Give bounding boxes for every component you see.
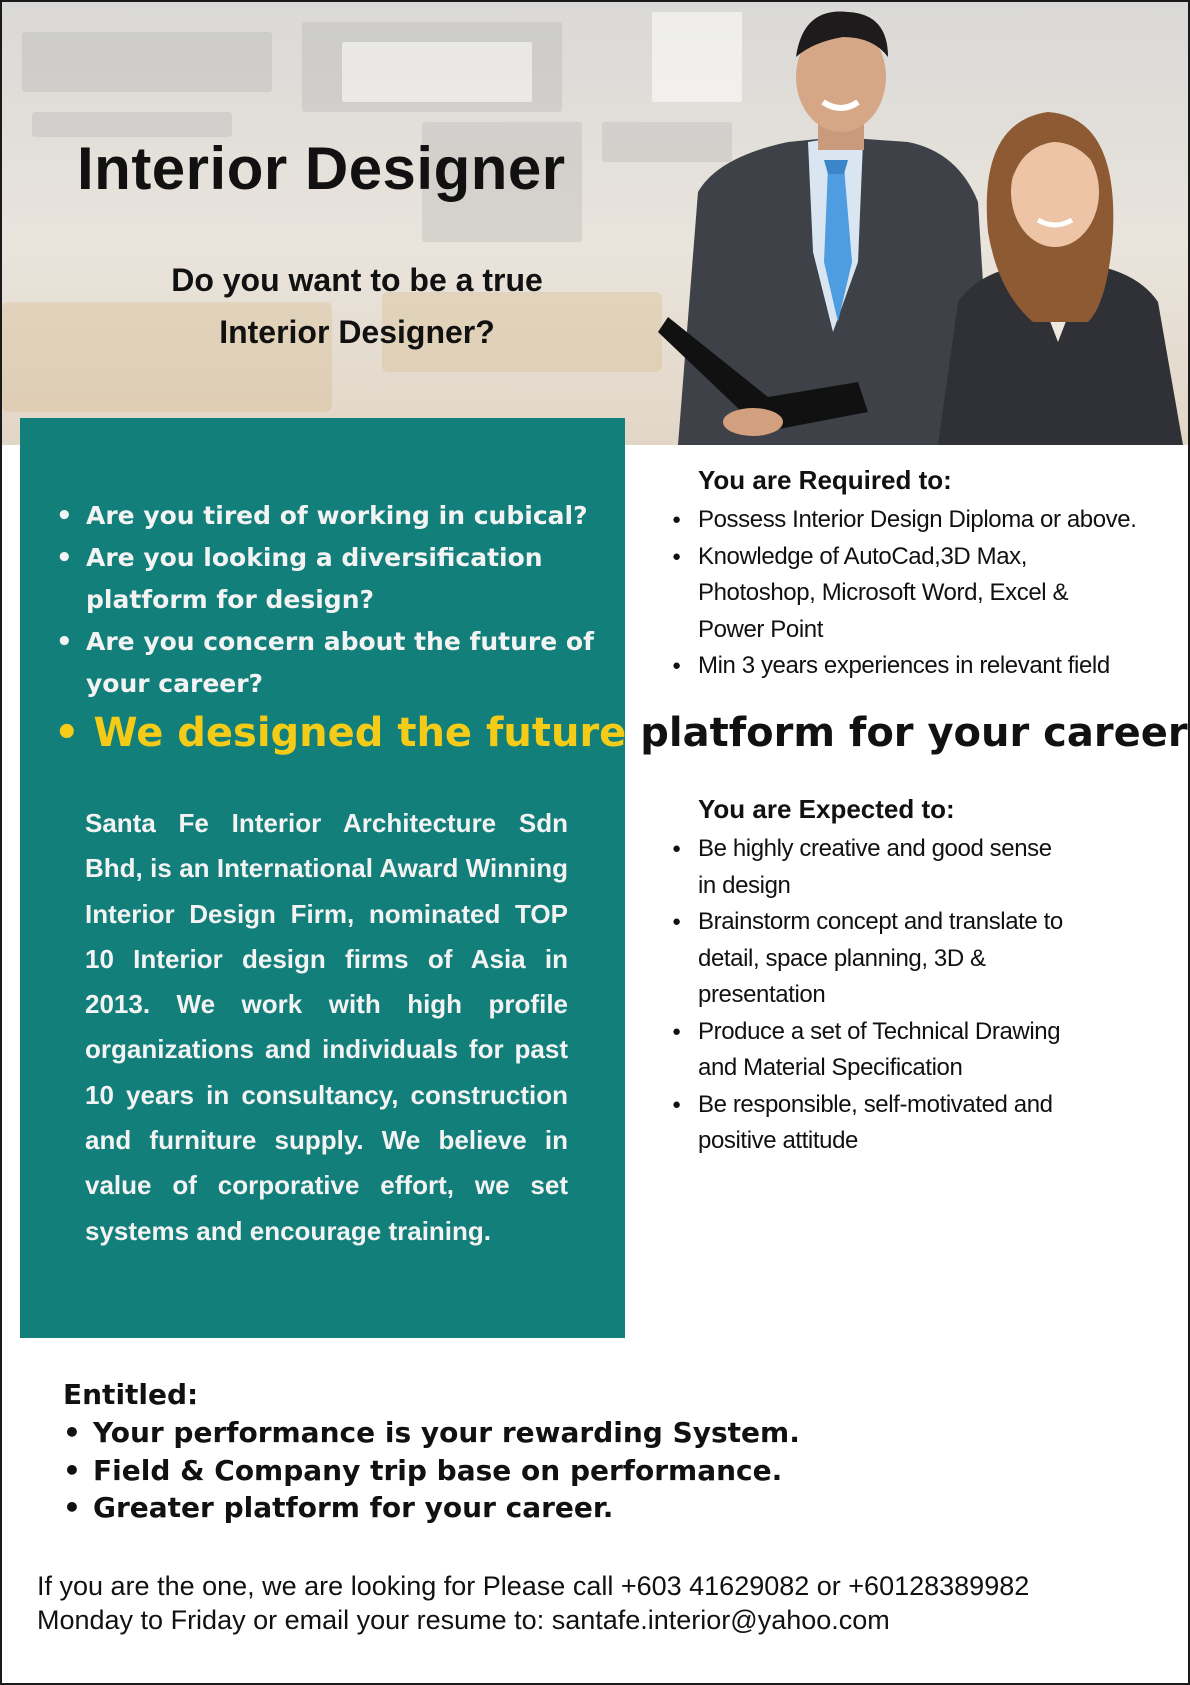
subtitle-line-1: Do you want to be a true — [171, 262, 543, 298]
list-item: • Are you looking a diversification platform for design? — [56, 537, 616, 621]
list-item: ● Possess Interior Design Diploma or above. — [672, 502, 1152, 539]
tagline-rest: platform for your career — [640, 710, 1188, 756]
required-list — [672, 502, 1152, 685]
business-people-photo — [658, 2, 1188, 445]
entitled-list — [63, 1414, 800, 1527]
expected-list — [672, 831, 1152, 1160]
tagline-highlight: We designed the future — [93, 710, 627, 756]
list-item: ● Produce a set of Technical Drawing and Material Specification — [672, 1014, 1092, 1087]
list-item: ● Brainstorm concept and translate to detail, space planning, 3D & presentation — [672, 904, 1092, 1014]
list-item: ● Min 3 years experiences in relevant field — [672, 648, 1152, 685]
list-item: ● Knowledge of AutoCad,3D Max, Photoshop, Microsoft Word, Excel & Power Point — [672, 539, 1072, 649]
list-item: • Greater platform for your career. — [63, 1489, 800, 1527]
contact-line-1: If you are the one, we are looking for Please call +603 41629082 or +60128389982 — [37, 1571, 1030, 1601]
entitled-heading: Entitled: — [63, 1378, 199, 1411]
list-item: • Field & Company trip base on performance. — [63, 1452, 800, 1490]
required-heading: You are Required to: — [698, 465, 952, 495]
contact-info — [37, 1569, 1029, 1637]
page-subtitle — [132, 254, 582, 358]
contact-line-2: Monday to Friday or email your resume to: santafe.interior@yahoo.com — [37, 1605, 890, 1635]
list-item: ● Be highly creative and good sense in design — [672, 831, 1072, 904]
subtitle-line-2: Interior Designer? — [219, 314, 495, 350]
list-item: • Are you concern about the future of your career? — [56, 621, 616, 705]
questions-list — [56, 495, 616, 705]
list-item: • Your performance is your rewarding System. — [63, 1414, 800, 1452]
list-item: ● Be responsible, self-motivated and positive attitude — [672, 1087, 1072, 1160]
tagline: • We designed the future platform for your career — [54, 710, 1188, 756]
page-title: Interior Designer — [77, 135, 566, 202]
list-item: • Are you tired of working in cubical? — [56, 495, 616, 537]
hero-banner — [2, 2, 1188, 445]
company-description: Santa Fe Interior Architecture Sdn Bhd, is an International Award Winning Interior Design Firm, nominated TOP 10 Interior design firms of Asia in 2013. We work with high profile organizations and individuals for past 10 years in consultancy, construction and furniture supply. We believe in value of corporative effort, we set systems and encourage training. — [85, 808, 568, 1246]
expected-heading: You are Expected to: — [698, 794, 955, 824]
